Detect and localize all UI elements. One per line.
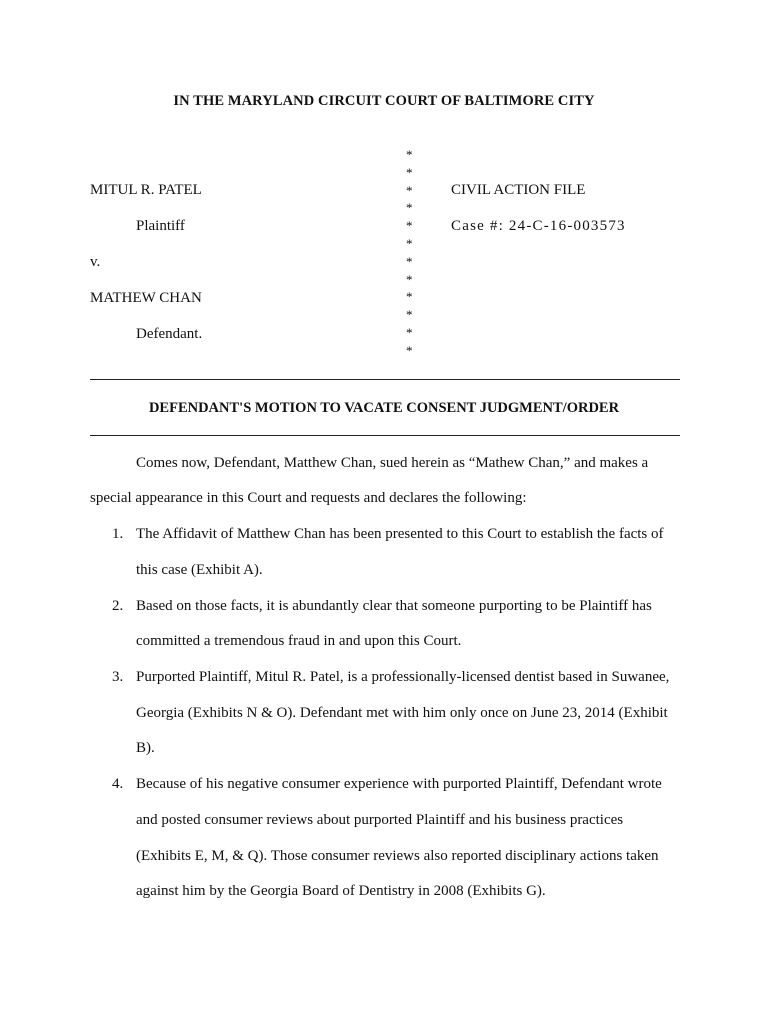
separator-star: * xyxy=(406,289,413,305)
intro-line: Comes now, Defendant, Matthew Chan, sued herein as “Mathew Chan,” and makes a xyxy=(136,455,649,471)
list-item-line: Purported Plaintiff, Mitul R. Patel, is a professionally-licensed dentist based in Suwanee, xyxy=(136,669,670,685)
list-item-line: B). xyxy=(136,740,155,756)
separator-star: * xyxy=(406,271,413,287)
list-item-line: Georgia (Exhibits N & O). Defendant met with him only once on June 23, 2014 (Exhibit xyxy=(136,705,668,721)
separator-star: * xyxy=(406,164,413,180)
list-item-number: 3. xyxy=(112,669,124,685)
versus-label: v. xyxy=(90,254,101,270)
case-number: Case #: 24-C-16-003573 xyxy=(451,218,626,234)
defendant-name: MATHEW CHAN xyxy=(90,290,202,306)
separator-star: * xyxy=(406,324,413,340)
separator-star: * xyxy=(406,182,413,198)
defendant-role: Defendant. xyxy=(136,326,203,342)
intro-line: special appearance in this Court and requests and declares the following: xyxy=(90,490,527,506)
list-item-line: Because of his negative consumer experience with purported Plaintiff, Defendant wrote xyxy=(136,776,662,792)
list-item-line: Based on those facts, it is abundantly clear that someone purporting to be Plaintiff has xyxy=(136,598,652,614)
list-item-number: 1. xyxy=(112,526,124,542)
civil-action-file-label: CIVIL ACTION FILE xyxy=(451,182,586,198)
separator-star: * xyxy=(406,235,413,251)
caption-separator xyxy=(406,146,413,360)
list-item-line: (Exhibits E, M, & Q). Those consumer reviews also reported disciplinary actions taken xyxy=(136,848,659,864)
separator-star: * xyxy=(406,200,413,216)
motion-title: DEFENDANT'S MOTION TO VACATE CONSENT JUDGMENT/ORDER xyxy=(148,400,620,416)
separator-star: * xyxy=(406,253,413,269)
list-item-line: The Affidavit of Matthew Chan has been presented to this Court to establish the facts of xyxy=(136,526,664,542)
separator-star: * xyxy=(406,307,413,323)
list-item-number: 2. xyxy=(112,598,124,614)
list-item-number: 4. xyxy=(112,776,124,792)
list-item-line: committed a tremendous fraud in and upon this Court. xyxy=(136,633,462,649)
bottom-divider xyxy=(90,435,680,436)
list-item-line: this case (Exhibit A). xyxy=(136,562,263,578)
separator-star: * xyxy=(406,147,413,162)
list-item-line: and posted consumer reviews about purported Plaintiff and his business practices xyxy=(136,812,624,828)
plaintiff-role: Plaintiff xyxy=(136,218,185,234)
separator-star: * xyxy=(406,342,413,358)
separator-star: * xyxy=(406,218,413,234)
top-divider xyxy=(90,379,680,380)
court-title: IN THE MARYLAND CIRCUIT COURT OF BALTIMORE CITY xyxy=(173,93,595,109)
list-item-line: against him by the Georgia Board of Dentistry in 2008 (Exhibits G). xyxy=(136,883,546,899)
plaintiff-name: MITUL R. PATEL xyxy=(90,182,202,198)
